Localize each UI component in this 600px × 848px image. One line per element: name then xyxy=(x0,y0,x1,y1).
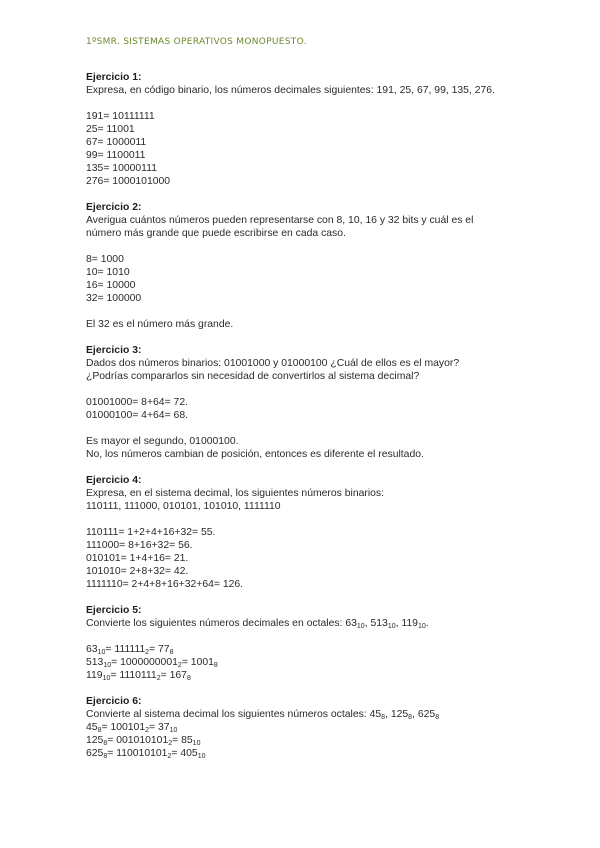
exercise-2-answer: 10= 1010 xyxy=(86,267,130,278)
exercise-1-statement: Expresa, en código binario, los números decimales siguientes: 191, 25, 67, 99, 135, 276. xyxy=(86,85,495,96)
exercise-5-row: $119_{10}= 1110111_2= 167_8$ xyxy=(86,670,191,682)
exercise-5-statement: Convierte los siguientes números decimales en octales: $63_{10}$, $513_{10}$, $119_{10}$. xyxy=(86,618,429,630)
exercise-3-answer: 01001000= 8+64= 72. xyxy=(86,397,188,408)
exercise-3-conclusion: Es mayor el segundo, 01000100. xyxy=(86,436,239,447)
exercise-3-answer: 01000100= 4+64= 68. xyxy=(86,410,188,421)
exercise-2-statement: Averigua cuántos números pueden representarse con 8, 10, 16 y 32 bits y cuál es el xyxy=(86,215,474,226)
exercise-5-row: $63_{10}= 111111_2= 77_8$ xyxy=(86,644,174,656)
exercise-5-title: Ejercicio 5: xyxy=(86,605,142,616)
exercise-2-answer: 8= 1000 xyxy=(86,254,124,265)
exercise-6-row: $45_8= 100101_2= 37_{10}$ xyxy=(86,722,178,734)
exercise-1-answer: 99= 1100011 xyxy=(86,150,146,161)
exercise-1-answer: 67= 1000011 xyxy=(86,137,147,148)
exercise-4-answer: 010101= 1+4+16= 21. xyxy=(86,553,189,564)
exercise-1-answer: 276= 1000101000 xyxy=(86,176,171,187)
exercise-4-title: Ejercicio 4: xyxy=(86,475,142,486)
exercise-5-row: $513_{10}= 1000000001_2= 1001_8$ xyxy=(86,657,218,669)
exercise-2-title: Ejercicio 2: xyxy=(86,202,142,213)
page-header: 1ºSMR. SISTEMAS OPERATIVOS MONOPUESTO. xyxy=(86,37,307,47)
exercise-1-title: Ejercicio 1: xyxy=(86,72,142,83)
exercise-4-statement: 110111, 111000, 010101, 101010, 1111110 xyxy=(86,501,281,512)
exercise-6-statement: Convierte al sistema decimal los siguientes números octales: $45_8$, $125_8$, $625_8$ xyxy=(86,709,440,721)
exercise-2-statement: número más grande que puede escribirse en cada caso. xyxy=(86,228,346,239)
exercise-3-conclusion: No, los números cambian de posición, entonces es diferente el resultado. xyxy=(86,449,424,460)
exercise-2-answer: 16= 10000 xyxy=(86,280,136,291)
exercise-4-answer: 111000= 8+16+32= 56. xyxy=(86,540,193,551)
exercise-3-title: Ejercicio 3: xyxy=(86,345,142,356)
exercise-1-answer: 25= 11001 xyxy=(86,124,135,135)
exercise-3-statement: ¿Podrías compararlos sin necesidad de convertirlos al sistema decimal? xyxy=(86,371,420,382)
exercise-6-row: $625_8= 110010101_2= 405_{10}$ xyxy=(86,748,206,760)
exercise-4-answer: 1111110= 2+4+8+16+32+64= 126. xyxy=(86,579,244,590)
exercise-6-title: Ejercicio 6: xyxy=(86,696,142,707)
exercise-2-conclusion: El 32 es el número más grande. xyxy=(86,319,234,330)
exercise-4-answer: 110111= 1+2+4+16+32= 55. xyxy=(86,527,216,538)
exercise-1-answer: 135= 10000111 xyxy=(86,163,157,174)
exercise-4-statement: Expresa, en el sistema decimal, los siguientes números binarios: xyxy=(86,488,385,499)
exercise-1-answer: 191= 10111111 xyxy=(86,111,155,122)
document-body xyxy=(86,71,526,760)
exercise-6-row: $125_8= 001010101_2= 85_{10}$ xyxy=(86,735,201,747)
exercise-3-statement: Dados dos números binarios: 01001000 y 01000100 ¿Cuál de ellos es el mayor? xyxy=(86,358,460,369)
exercise-4-answer: 101010= 2+8+32= 42. xyxy=(86,566,189,577)
exercise-2-answer: 32= 100000 xyxy=(86,293,142,304)
